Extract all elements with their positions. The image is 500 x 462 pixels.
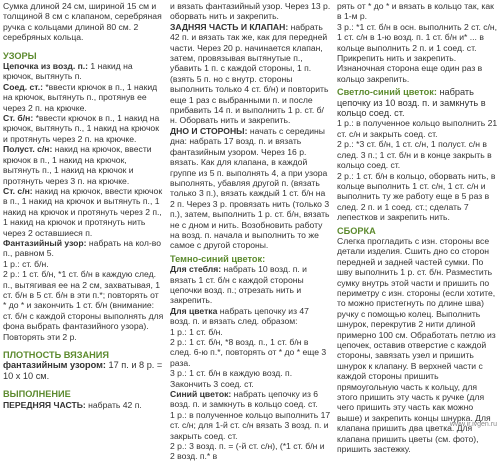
term: ПЕРЕДНЯЯ ЧАСТЬ: [3,399,86,410]
definition: набрать 42 п. и вязать так же, как для передней части. Через 20 р. начинается клапан, затем, провязывая вытянутые п., убавить 1 п. с каждой стороны, 1 п. (взять 5 п. но с внутр. стороны выполнить только 4 ст. б/н) и повторить еще 1 раз с выбранными п. и после прибавить 14 п. и выполнить 1 р. ст. б/н. Оборвать нить и закрепить. [170,21,329,126]
definition: накид на крючок, ввести крючок в п., 1 накид на крючок и вытянуть п., 1 накид на крючок и протянуть через 2 п., 1 накид на крючок и протянуть нить через 2 оставшиеся п. [3,185,163,238]
blue-flower [170,389,331,410]
term: Ст. с/н: [3,185,33,196]
paragraph-chain [3,61,164,82]
paragraph-fancy-pattern [3,238,164,259]
flower-instructions [170,306,331,327]
term: Фантазийный узор: [3,237,87,248]
blue-row-1: 1 р.: в полученное кольцо выполнить 17 ст. с/н; для 1-й ст. с/н вязать 3 возд. п. и закрыть соед. ст. [170,409,331,441]
back-and-flap [170,22,331,126]
intro-text: Сумка длиной 24 см, шириной 15 см и толщиной 8 см с клапаном, серебряная ручка с кольцами длиной 80 см. 2 серебряных кольца. [3,1,162,43]
paragraph-hdc [3,144,164,186]
uzory-heading: УЗОРЫ [3,50,37,61]
density-heading: ПЛОТНОСТЬ ВЯЗАНИЯ фантазийным узором: 17 п. и 8 р. = 10 х 10 см. [3,350,163,381]
definition: начать с середины дна: набрать 17 возд. п. и вязать фантазийным узором. Через 16 р. вязать. Как для клапана, в каждой группе из 5 п. выполнять 4, а при узора выполнять, убавляя другой п. (вязать только 3 п.), вязать каждый 1 ст. б/н на 2 п. Через 3 р. провязать нить (только 3 п.), затем, выполнить 1 р. ст. б/н, вязать не с дном и нить. Возобновить работу на возд. п. начала и выполнить то же самое с другой стороны. [170,125,330,251]
term: Полуст. с/н: [3,144,53,155]
definition: набрать на кол-во п., равном 5. [3,237,162,259]
term: ЗАДНЯЯ ЧАСТЬ И КЛАПАН: [170,21,289,32]
assembly-text: Слегка прогладить с изн. стороны все детали изделия. Сшить дно со сторон передней и задней частей сумки. По шву выполнить 1 р. ст. б/н. Разместить сумку внутрь этой части и пришить по периметру с изн. стороны (если хотите, то можно пристегнуть по длине шва) ручку с помощью колец. Выполнить шнурок, перекрутив 2 нити длиной примерно 100 см. Обработать петлю из цепочек, оставив отверстие с каждой стороны, завязать узел и пришить шнурок к клапану. В верхней части с каждой стороны пришить прямоугольную часть к кольцу, для этого пришить эту часть к ручке (для чего пришить эту часть как можно выше) и закрепить концы шнурка. Для клапана пришить два цветка. Для клапана пришить цветы (см. фото), пришить застежку. [337,235,496,455]
term: Цепочка из возд. п.: [3,61,89,72]
flower-row-2: 2 р.: 1 ст. б/н, *8 возд. п., 1 ст. б/н в след. 6-ю п.*, повторять от * до * еще 3 раза. [170,337,327,368]
column-3 [337,1,498,454]
row-1: 1 р.: ст. б/н. [3,258,49,269]
term: Для цветка [170,305,218,316]
dark-blue-flower-heading: Темно-синий цветок: [170,253,266,264]
column-1 [3,1,164,410]
definition: 1 накид на крючок, вытянуть п. [3,61,133,82]
definition: накид на крючок, ввести крючок в п., 1 накид на крючок, вытянуть п., 1 накид на крючок и протянуть через 3 п. на крючке. [3,144,152,186]
continued-text: и вязать фантазийный узор. Через 13 р. оборвать нить и закрепить. [170,1,331,22]
term: ДНО И СТОРОНЫ: [170,125,248,136]
light-row-3: 2 р.: 1 ст. б/н в кольцо, оборвать нить, в кольце выполнить 1 ст. с/н, 1 ст. с/н и выполнить ту же работу еще в 5 раз в след. 2 п. и 1 соед. ст.; сделать 7 лепестков и закрепить нить. [337,170,496,223]
sborka-heading: СБОРКА [337,225,376,236]
light-row-1: 1 р.: в полученное кольцо выполнить 21 ст. с/н и закрыть соед. ст. [337,118,498,139]
definition: *ввести крючок в п., 1 накид на крючок, вытянуть п., 1 накид на крючок и протянуть через 2 п. на крючке. [3,113,160,144]
definition: набрать 10 возд. п. и вязать 1 ст. б/н с каждой стороны цепочки возд. п.; отрезать нить и закрепить. [170,264,307,306]
bottom-and-sides [170,126,331,251]
term: Синий цветок: [170,389,232,400]
flower-row-1: 1 р.: 1 ст. б/н. [170,326,223,337]
blue-row-2: 2 р.: 3 возд. п. = (-й ст. с/н), (*1 ст. б/н и 2 возд. п.* в [170,441,325,462]
term: Для стебля: [170,264,222,275]
paragraph-dc [3,186,164,238]
vypolnenie-heading: ВЫПОЛНЕНИЕ [3,389,71,400]
term: Соед. ст.: [3,81,43,92]
definition: набрать цепочку из 6 возд. п. и замкнуть в кольцо соед. ст. [170,389,319,410]
stem-instructions [170,264,331,306]
light-row-2: 2 р.: *3 ст. б/н, 1 ст. с/н, 1 полуст. с/н в след. 3 п.; 1 ст. б/н и в конце закрыть в кольцо соед. ст. [337,139,492,171]
term: Ст. б/н: [3,113,34,124]
row-2: 2 р.: 1 ст. б/н, *1 ст. б/н в каждую след. п., вытягивая ее на 2 см, захватывая, 1 ст. б/н в 5 ст. б/н в эти п.*; повторять от * до * и закончить 1 ст. б/н (внимание: ст. б/н с каждой стороны выполнять для фона выбрать фантазийного узора). Повторять эти 2 р. [3,269,164,342]
definition: набрать 42 п. [85,399,142,410]
paragraph-sc [3,113,164,144]
flower-row-3: 3 р.: 1 ст. б/н в каждую возд. п. Закончить 3 соед. ст. [170,368,293,389]
row-3: 3 р.: *1 ст. б/н в осн. выполнить 2 ст. с/н, 1 ст. с/н в 1-ю возд. п. 1 ст. б/н и* ... в кольце выполнить 2 п. и 1 соед. ст. Прикрепить нить и закрепить. Изнаночная сторона еще один раз в кольцо закрепить. [337,21,498,84]
watermark: www.ir.ivgen.ru [449,420,497,428]
paragraph-slip-stitch [3,82,164,113]
front-part [3,400,164,410]
definition: *ввести крючок в п., 1 накид на крючок, вытянуть п., протянув ее через 2 п. на крючке. [3,81,158,113]
continued-text: рять от * до * и вязать в кольцо так, как в 1-м р. [337,1,494,22]
definition: набрать цепочку из 47 возд. п. и вязать след. образом: [170,305,309,327]
light-blue-flower-heading: Светло-синий цветок: набрать цепочку из 10 возд. п. и замкнуть в кольцо соед. ст. [337,87,486,119]
column-2 [170,1,331,462]
